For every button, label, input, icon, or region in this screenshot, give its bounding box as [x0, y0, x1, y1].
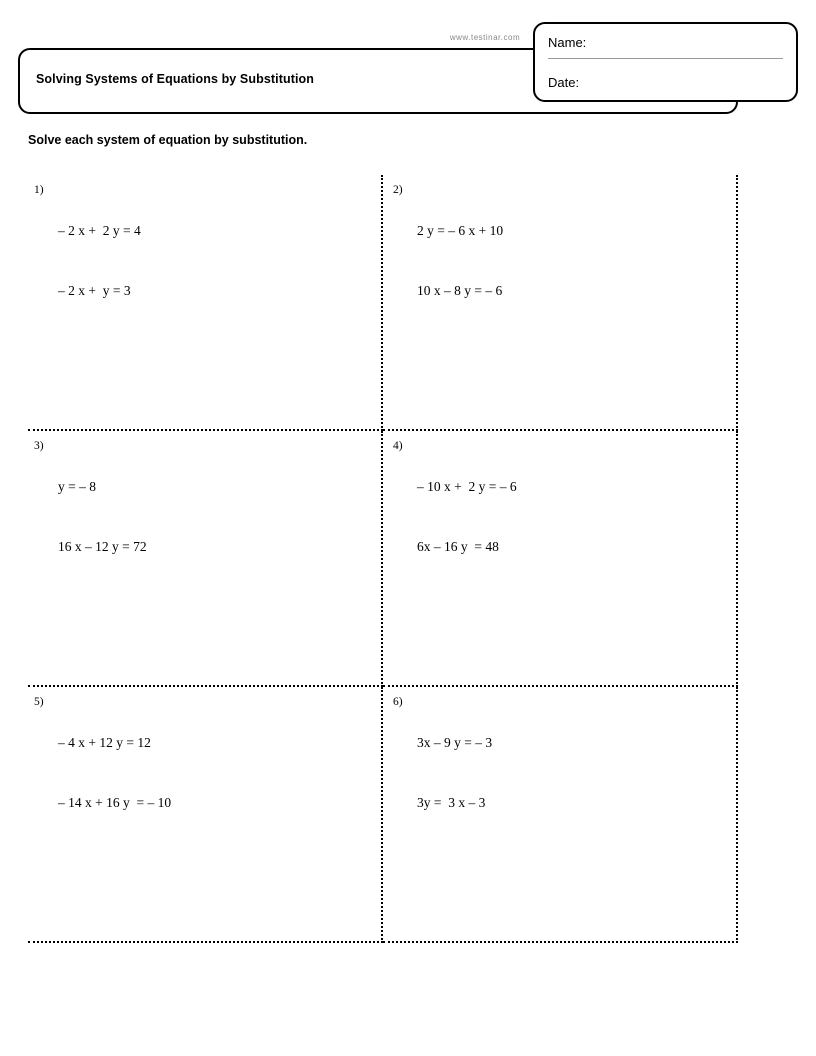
instructions: Solve each system of equation by substitution.	[28, 133, 308, 147]
equation-line-1: – 4 x + 12 y = 12	[58, 735, 151, 750]
equation-line-2: – 14 x + 16 y = – 10	[58, 795, 172, 810]
problem-equations	[58, 437, 147, 597]
equation-line-2: – 2 x + y = 3	[58, 283, 131, 298]
problem-cell-3[interactable]	[28, 431, 383, 687]
equation-line-1: – 2 x + 2 y = 4	[58, 223, 141, 238]
problem-cell-2[interactable]	[383, 175, 738, 431]
problem-number: 3)	[34, 440, 44, 452]
problem-equations	[58, 181, 141, 341]
problem-number: 4)	[393, 440, 403, 452]
problem-equations	[417, 693, 492, 853]
name-label: Name:	[548, 35, 587, 50]
equation-line-1: 3x – 9 y = – 3	[417, 735, 493, 750]
page-title: Solving Systems of Equations by Substitution	[36, 72, 315, 86]
problem-cell-6[interactable]	[383, 687, 738, 943]
problem-cell-4[interactable]	[383, 431, 738, 687]
equation-line-2: 10 x – 8 y = – 6	[417, 283, 503, 298]
equation-line-1: y = – 8	[58, 479, 96, 494]
problem-number: 1)	[34, 184, 44, 196]
name-input-rule[interactable]	[548, 58, 783, 59]
problem-equations	[417, 181, 503, 341]
problem-number: 5)	[34, 696, 44, 708]
problem-grid	[28, 175, 738, 945]
equation-line-2: 16 x – 12 y = 72	[58, 539, 147, 554]
date-label: Date:	[548, 75, 580, 90]
problem-equations	[417, 437, 517, 597]
equation-line-1: – 10 x + 2 y = – 6	[417, 479, 517, 494]
problem-cell-5[interactable]	[28, 687, 383, 943]
name-date-box	[533, 22, 798, 102]
problem-number: 6)	[393, 696, 403, 708]
equation-line-2: 3y = 3 x – 3	[417, 795, 486, 810]
problem-equations	[58, 693, 171, 853]
problem-number: 2)	[393, 184, 403, 196]
problem-cell-1[interactable]	[28, 175, 383, 431]
site-watermark: www.testinar.com	[449, 33, 521, 42]
equation-line-1: 2 y = – 6 x + 10	[417, 223, 504, 238]
equation-line-2: 6x – 16 y = 48	[417, 539, 499, 554]
